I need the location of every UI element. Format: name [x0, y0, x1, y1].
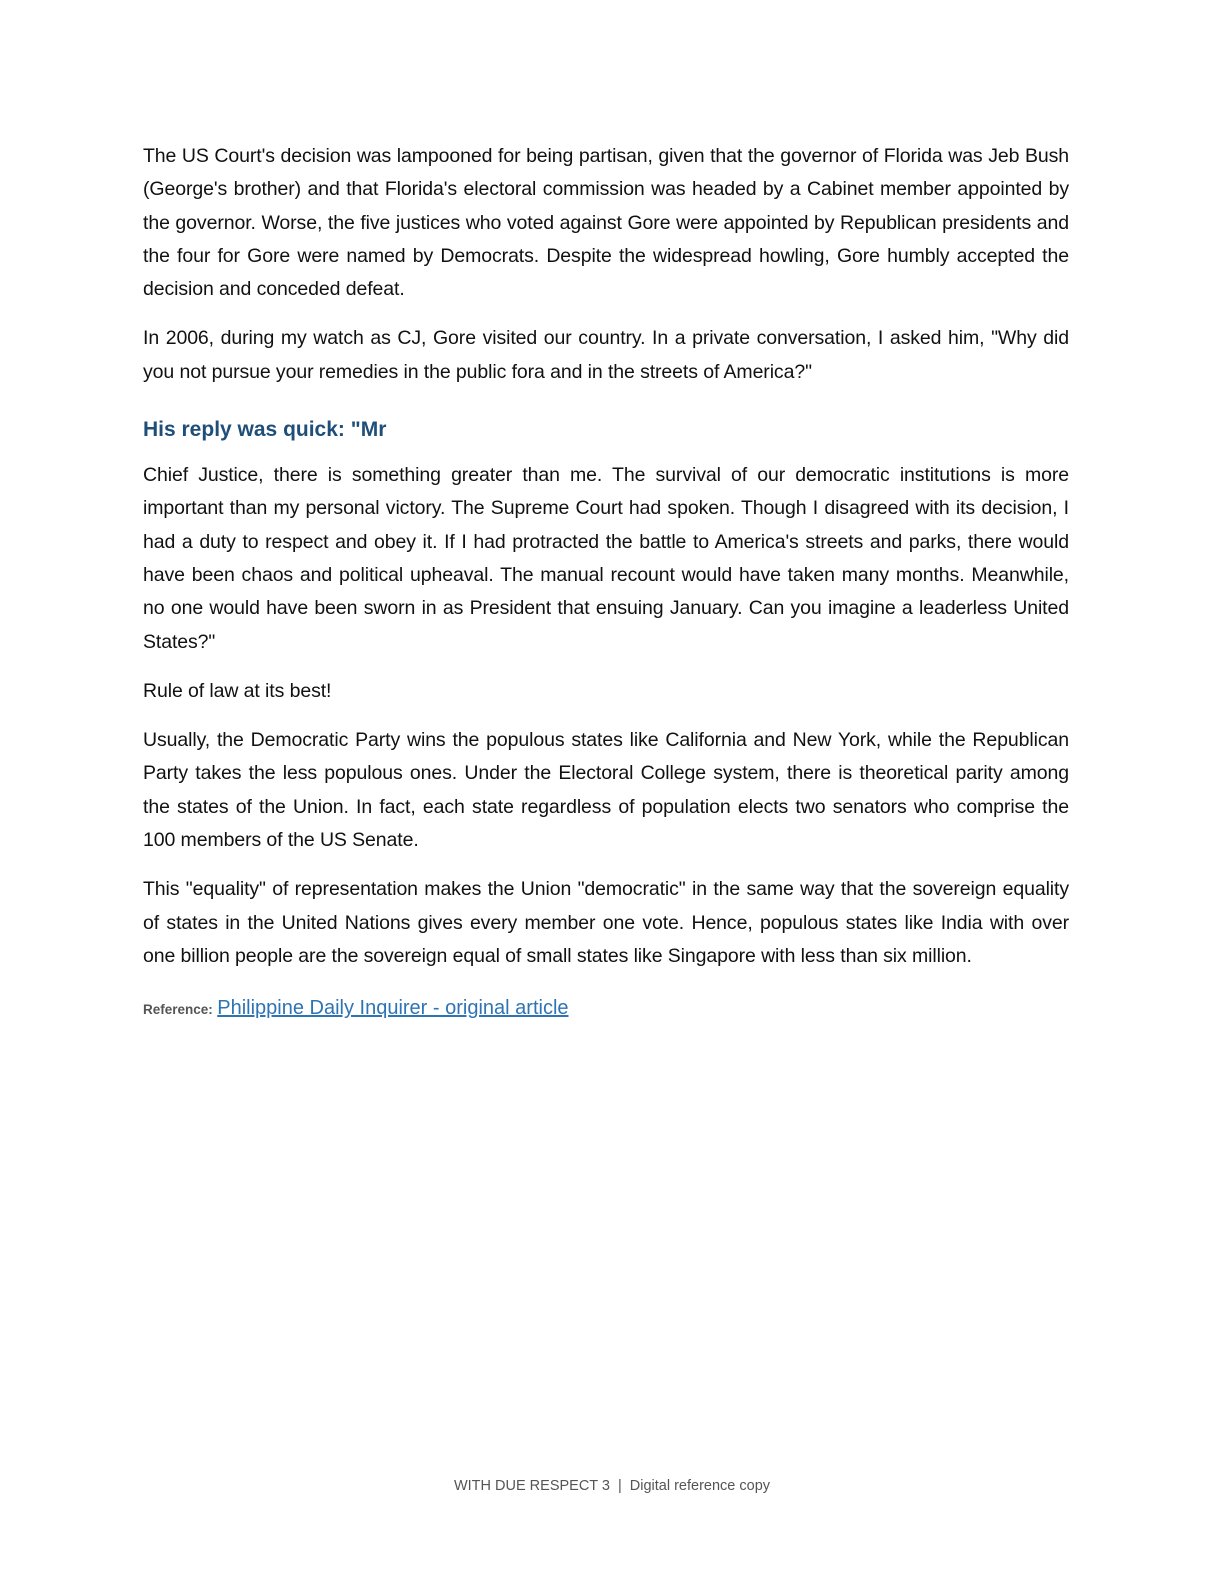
paragraph-gore-visit: In 2006, during my watch as CJ, Gore visited our country. In a private conversation, I asked him, "Why did you not pursue your remedies in the public fora and in the streets of America?" [143, 327, 1069, 383]
footer-separator: | [618, 1478, 622, 1494]
paragraph-rule-of-law: Rule of law at its best! [143, 679, 332, 702]
reference-link[interactable]: Philippine Daily Inquirer - original article [217, 997, 569, 1020]
paragraph-gore-reply: Chief Justice, there is something greater than me. The survival of our democratic institutions is more important than my personal victory. The Supreme Court had spoken. Though I disagreed with its decision, I had a duty to respect and obey it. If I had protracted the battle to America's streets and parks, there would have been chaos and political upheaval. The manual recount would have taken many months. Meanwhile, no one would have been sworn in as President that ensuing January. Can you imagine a leaderless United States?" [143, 464, 1069, 653]
paragraph-equality: This "equality" of representation makes the Union "democratic" in the same way that the sovereign equality of states in the United Nations gives every member one vote. Hence, populous states like India with over one billion people are the sovereign equal of small states like Singapore with less than six million. [143, 878, 1069, 967]
reference-label: Reference: [143, 1002, 213, 1018]
footer-subtitle: Digital reference copy [629, 1478, 771, 1494]
article-body [143, 140, 1069, 1025]
section-heading: His reply was quick: "Mr [143, 418, 387, 442]
paragraph-court-decision: The US Court's decision was lampooned for being partisan, given that the governor of Florida was Jeb Bush (George's brother) and that Florida's electoral commission was headed by a Cabinet member appointed by the governor. Worse, the five justices who voted against Gore were appointed by Republican presidents and the four for Gore were named by Democrats. Despite the widespread howling, Gore humbly accepted the decision and conceded defeat. [143, 145, 1069, 301]
paragraph-electoral-college: Usually, the Democratic Party wins the populous states like California and New York, while the Republican Party takes the less populous ones. Under the Electoral College system, there is theoretical parity among the states of the Union. In fact, each state regardless of population elects two senators who comprise the 100 members of the US Senate. [143, 729, 1069, 852]
reference-line [143, 993, 1069, 1025]
page-footer [0, 1478, 1224, 1494]
footer-title: WITH DUE RESPECT 3 [453, 1478, 610, 1494]
